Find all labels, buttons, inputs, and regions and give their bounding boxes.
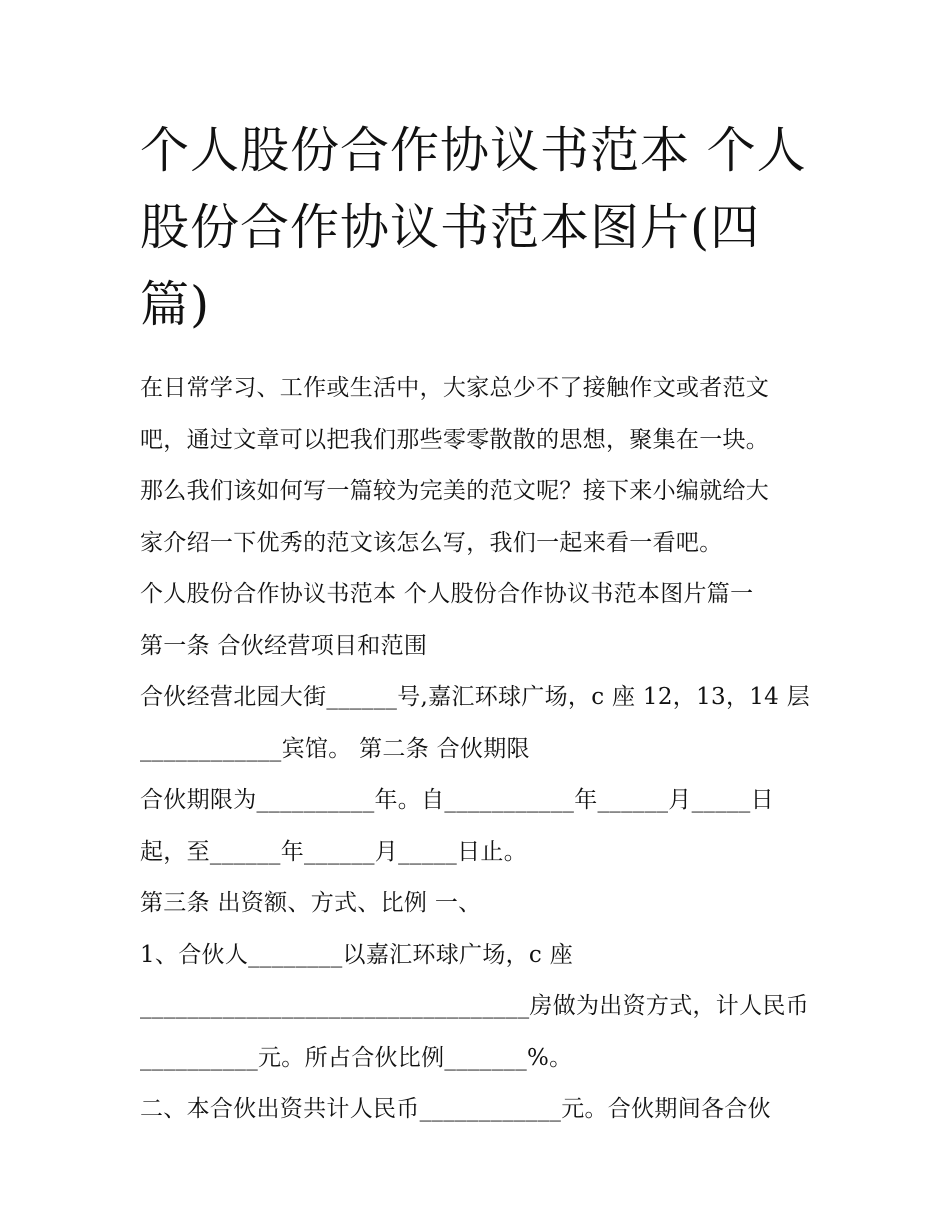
paragraph-line: 合伙经营北园大街______号,嘉汇环球广场，c 座 12，13，14 层: [140, 684, 811, 710]
paragraph-line: __________元。所占合伙比例_______%。: [140, 1044, 573, 1071]
paragraph-line: 二、本合伙出资共计人民币____________元。合伙期间各合伙: [140, 1096, 771, 1122]
paragraph-line: 那么我们该如何写一篇较为完美的范文呢？接下来小编就给大: [140, 478, 770, 504]
paragraph-line: 起，至______年______月_____日止。: [140, 838, 527, 865]
paragraph-line: _________________________________房做为出资方式，计人民币: [140, 993, 809, 1019]
section-heading: 个人股份合作协议书范本 个人股份合作协议书范本图片篇一: [140, 581, 754, 607]
article-heading: 第一条 合伙经营项目和范围: [140, 632, 428, 659]
document-body: [140, 363, 820, 1136]
document-page: [140, 112, 820, 1136]
paragraph-line: 吧，通过文章可以把我们那些零零散散的思想，聚集在一块。: [140, 426, 770, 453]
document-title: 个人股份合作协议书范本 个人股份合作协议书范本图片(四篇): [140, 122, 807, 333]
paragraph-line: 1、合伙人________以嘉汇环球广场，c 座: [140, 941, 574, 968]
paragraph-line: 在日常学习、工作或生活中，大家总少不了接触作文或者范文: [140, 375, 770, 401]
paragraph-line: 家介绍一下优秀的范文该怎么写，我们一起来看一看吧。: [140, 529, 723, 556]
paragraph-line: 合伙期限为__________年。自___________年______月_____日: [140, 787, 774, 813]
article-heading: 第三条 出资额、方式、比例 一、: [140, 890, 482, 916]
paragraph-line: ____________宾馆。 第二条 合伙期限: [140, 735, 530, 762]
